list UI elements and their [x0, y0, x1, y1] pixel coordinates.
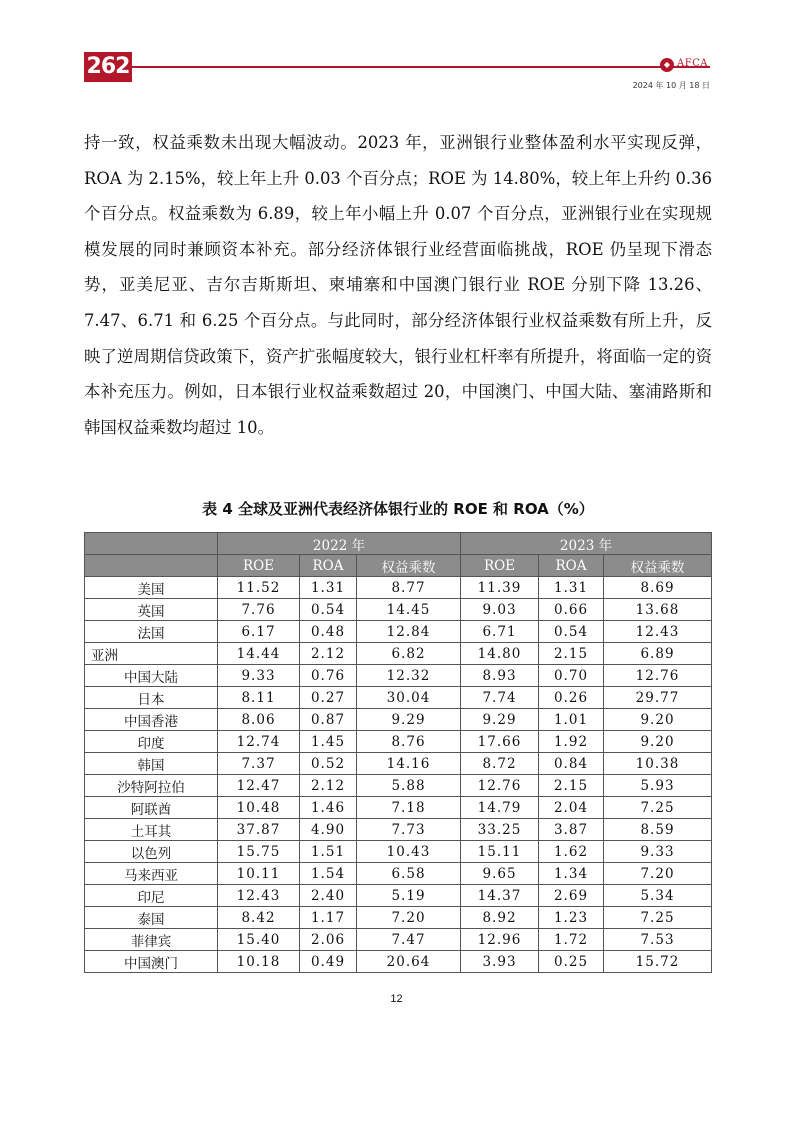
equity-multiplier-2022-cell: 30.04 [357, 687, 461, 709]
roe-2023-cell: 8.92 [461, 907, 539, 929]
table-row [85, 841, 712, 863]
roe-2022-cell: 14.44 [218, 643, 300, 665]
equity-multiplier-2022-cell: 6.82 [357, 643, 461, 665]
header-rule [132, 66, 710, 68]
roe-2022-cell: 7.37 [218, 753, 300, 775]
year-header-2022: 2022 年 [218, 533, 461, 555]
roe-2023-cell: 14.80 [461, 643, 539, 665]
roa-2023-cell: 0.84 [539, 753, 604, 775]
roa-2023-cell: 2.69 [539, 885, 604, 907]
roe-2023-cell: 14.79 [461, 797, 539, 819]
table-row [85, 687, 712, 709]
roa-2023-cell: 0.25 [539, 951, 604, 973]
table-row [85, 819, 712, 841]
equity-multiplier-2023-cell: 12.76 [604, 665, 712, 687]
roa-2023-cell: 2.04 [539, 797, 604, 819]
roa-2022-cell: 1.46 [300, 797, 357, 819]
roe-2022-cell: 6.17 [218, 621, 300, 643]
roe-2022-cell: 15.75 [218, 841, 300, 863]
table-corner-cell [85, 533, 218, 555]
roe-2022-cell: 12.47 [218, 775, 300, 797]
roe-2022-cell: 9.33 [218, 665, 300, 687]
roe-2022-cell: 37.87 [218, 819, 300, 841]
country-cell: 美国 [85, 577, 218, 599]
roe-2022-cell: 15.40 [218, 929, 300, 951]
roe-2023-cell: 12.76 [461, 775, 539, 797]
roa-2023-cell: 3.87 [539, 819, 604, 841]
table-row [85, 885, 712, 907]
logo-text: AFCA [677, 58, 709, 69]
col-header-roe-2023: ROE [461, 555, 539, 577]
country-cell: 中国澳门 [85, 951, 218, 973]
roa-2022-cell: 2.40 [300, 885, 357, 907]
roe-2023-cell: 15.11 [461, 841, 539, 863]
roa-2022-cell: 1.31 [300, 577, 357, 599]
roa-2022-cell: 0.52 [300, 753, 357, 775]
roa-2023-cell: 2.15 [539, 643, 604, 665]
roe-2022-cell: 8.11 [218, 687, 300, 709]
country-cell: 印度 [85, 731, 218, 753]
equity-multiplier-2022-cell: 14.45 [357, 599, 461, 621]
roa-2022-cell: 1.51 [300, 841, 357, 863]
roa-2023-cell: 0.70 [539, 665, 604, 687]
roe-2023-cell: 14.37 [461, 885, 539, 907]
equity-multiplier-2023-cell: 9.33 [604, 841, 712, 863]
country-cell: 土耳其 [85, 819, 218, 841]
equity-multiplier-2023-cell: 7.20 [604, 863, 712, 885]
roa-2022-cell: 0.48 [300, 621, 357, 643]
roe-2023-cell: 7.74 [461, 687, 539, 709]
country-cell: 泰国 [85, 907, 218, 929]
roe-2023-cell: 33.25 [461, 819, 539, 841]
equity-multiplier-2022-cell: 12.84 [357, 621, 461, 643]
afca-logo [660, 57, 712, 75]
equity-multiplier-2023-cell: 7.25 [604, 907, 712, 929]
country-cell: 以色列 [85, 841, 218, 863]
year-header-2023: 2023 年 [461, 533, 712, 555]
country-cell: 印尼 [85, 885, 218, 907]
table-metric-header-row [85, 555, 712, 577]
page-number: 12 [390, 993, 403, 1005]
equity-multiplier-2023-cell: 15.72 [604, 951, 712, 973]
table-row [85, 907, 712, 929]
equity-multiplier-2023-cell: 10.38 [604, 753, 712, 775]
roa-2022-cell: 0.27 [300, 687, 357, 709]
equity-multiplier-2022-cell: 6.58 [357, 863, 461, 885]
roe-2023-cell: 8.72 [461, 753, 539, 775]
equity-multiplier-2022-cell: 9.29 [357, 709, 461, 731]
roe-2022-cell: 7.76 [218, 599, 300, 621]
roa-2023-cell: 2.15 [539, 775, 604, 797]
equity-multiplier-2023-cell: 9.20 [604, 709, 712, 731]
country-cell: 中国大陆 [85, 665, 218, 687]
roe-2022-cell: 8.06 [218, 709, 300, 731]
roe-2023-cell: 9.65 [461, 863, 539, 885]
roa-2022-cell: 1.45 [300, 731, 357, 753]
country-cell: 亚洲 [85, 643, 218, 665]
col-header-equity-multiplier-2022: 权益乘数 [357, 555, 461, 577]
country-cell: 菲律宾 [85, 929, 218, 951]
roa-2023-cell: 1.31 [539, 577, 604, 599]
roe-2022-cell: 11.52 [218, 577, 300, 599]
country-cell: 沙特阿拉伯 [85, 775, 218, 797]
roa-2023-cell: 1.62 [539, 841, 604, 863]
table-row [85, 929, 712, 951]
equity-multiplier-2023-cell: 12.43 [604, 621, 712, 643]
col-header-roe-2022: ROE [218, 555, 300, 577]
table-title: 表 4 全球及亚洲代表经济体银行业的 ROE 和 ROA（%） [202, 500, 594, 518]
equity-multiplier-2022-cell: 7.47 [357, 929, 461, 951]
equity-multiplier-2023-cell: 5.34 [604, 885, 712, 907]
roa-2022-cell: 0.49 [300, 951, 357, 973]
header-date: 2024 年 10 月 18 日 [632, 81, 710, 90]
roe-2022-cell: 10.11 [218, 863, 300, 885]
roa-2023-cell: 1.01 [539, 709, 604, 731]
roa-2022-cell: 1.17 [300, 907, 357, 929]
roe-roa-table [84, 532, 712, 973]
roe-2022-cell: 10.18 [218, 951, 300, 973]
col-header-equity-multiplier-2023: 权益乘数 [604, 555, 712, 577]
roa-2022-cell: 1.54 [300, 863, 357, 885]
equity-multiplier-2022-cell: 10.43 [357, 841, 461, 863]
roe-2022-cell: 12.43 [218, 885, 300, 907]
equity-multiplier-2022-cell: 7.20 [357, 907, 461, 929]
equity-multiplier-2023-cell: 8.59 [604, 819, 712, 841]
roe-2022-cell: 10.48 [218, 797, 300, 819]
equity-multiplier-2023-cell: 5.93 [604, 775, 712, 797]
col-header-roa-2022: ROA [300, 555, 357, 577]
equity-multiplier-2022-cell: 7.18 [357, 797, 461, 819]
country-cell: 阿联酋 [85, 797, 218, 819]
equity-multiplier-2023-cell: 13.68 [604, 599, 712, 621]
equity-multiplier-2023-cell: 6.89 [604, 643, 712, 665]
roa-2022-cell: 2.12 [300, 775, 357, 797]
roe-2023-cell: 12.96 [461, 929, 539, 951]
roa-2023-cell: 1.92 [539, 731, 604, 753]
country-cell: 韩国 [85, 753, 218, 775]
roa-2023-cell: 0.26 [539, 687, 604, 709]
roe-2023-cell: 11.39 [461, 577, 539, 599]
roe-2023-cell: 9.29 [461, 709, 539, 731]
roa-2023-cell: 1.72 [539, 929, 604, 951]
roe-2022-cell: 12.74 [218, 731, 300, 753]
roe-2023-cell: 3.93 [461, 951, 539, 973]
table-row [85, 599, 712, 621]
equity-multiplier-2023-cell: 9.20 [604, 731, 712, 753]
table-year-header-row [85, 533, 712, 555]
roa-2023-cell: 1.23 [539, 907, 604, 929]
table-row [85, 709, 712, 731]
table-row [85, 621, 712, 643]
table-row [85, 863, 712, 885]
roe-2023-cell: 8.93 [461, 665, 539, 687]
roa-2023-cell: 0.66 [539, 599, 604, 621]
table-row [85, 731, 712, 753]
equity-multiplier-2023-cell: 8.69 [604, 577, 712, 599]
equity-multiplier-2022-cell: 20.64 [357, 951, 461, 973]
table-row [85, 643, 712, 665]
roa-2022-cell: 2.12 [300, 643, 357, 665]
equity-multiplier-2022-cell: 7.73 [357, 819, 461, 841]
country-cell: 中国香港 [85, 709, 218, 731]
afca-emblem-icon: ◆ [660, 58, 674, 72]
equity-multiplier-2022-cell: 5.19 [357, 885, 461, 907]
roa-2023-cell: 1.34 [539, 863, 604, 885]
table-row [85, 665, 712, 687]
roa-2022-cell: 4.90 [300, 819, 357, 841]
roa-2022-cell: 0.76 [300, 665, 357, 687]
roa-2022-cell: 0.87 [300, 709, 357, 731]
roa-2022-cell: 2.06 [300, 929, 357, 951]
table-row [85, 775, 712, 797]
table-row [85, 951, 712, 973]
equity-multiplier-2022-cell: 14.16 [357, 753, 461, 775]
issue-number-badge: 262 [84, 52, 132, 82]
roa-2023-cell: 0.54 [539, 621, 604, 643]
roe-2022-cell: 8.42 [218, 907, 300, 929]
roe-2023-cell: 9.03 [461, 599, 539, 621]
equity-multiplier-2022-cell: 8.77 [357, 577, 461, 599]
roe-2023-cell: 17.66 [461, 731, 539, 753]
equity-multiplier-2023-cell: 7.25 [604, 797, 712, 819]
table-corner-cell [85, 555, 218, 577]
col-header-roa-2023: ROA [539, 555, 604, 577]
roe-2023-cell: 6.71 [461, 621, 539, 643]
body-paragraph: 持一致，权益乘数未出现大幅波动。2023 年，亚洲银行业整体盈利水平实现反弹，ROA 为 2.15%，较上年上升 0.03 个百分点；ROE 为 14.80%，较上年上升约 0.36 个百分点。权益乘数为 6.89，较上年小幅上升 0.07 个百分点，亚洲银行业在实现规模发展的同时兼顾资本补充。部分经济体银行业经营面临挑战，ROE 仍呈现下滑态势，亚美尼亚、吉尔吉斯斯坦、柬埔寨和中国澳门银行业 ROE 分别下降 13.26、7.47、6.71 和 6.25 个百分点。与此同时，部分经济体银行业权益乘数有所上升，反映了逆周期信贷政策下，资产扩张幅度较大，银行业杠杆率有所提升，将面临一定的资本补充压力。例如，日本银行业权益乘数超过 20，中国澳门、中国大陆、塞浦路斯和韩国权益乘数均超过 10。 [84, 133, 712, 437]
table-row [85, 577, 712, 599]
table-row [85, 753, 712, 775]
table-row [85, 797, 712, 819]
equity-multiplier-2022-cell: 8.76 [357, 731, 461, 753]
equity-multiplier-2023-cell: 7.53 [604, 929, 712, 951]
equity-multiplier-2022-cell: 12.32 [357, 665, 461, 687]
equity-multiplier-2022-cell: 5.88 [357, 775, 461, 797]
country-cell: 马来西亚 [85, 863, 218, 885]
country-cell: 法国 [85, 621, 218, 643]
equity-multiplier-2023-cell: 29.77 [604, 687, 712, 709]
country-cell: 日本 [85, 687, 218, 709]
country-cell: 英国 [85, 599, 218, 621]
roa-2022-cell: 0.54 [300, 599, 357, 621]
